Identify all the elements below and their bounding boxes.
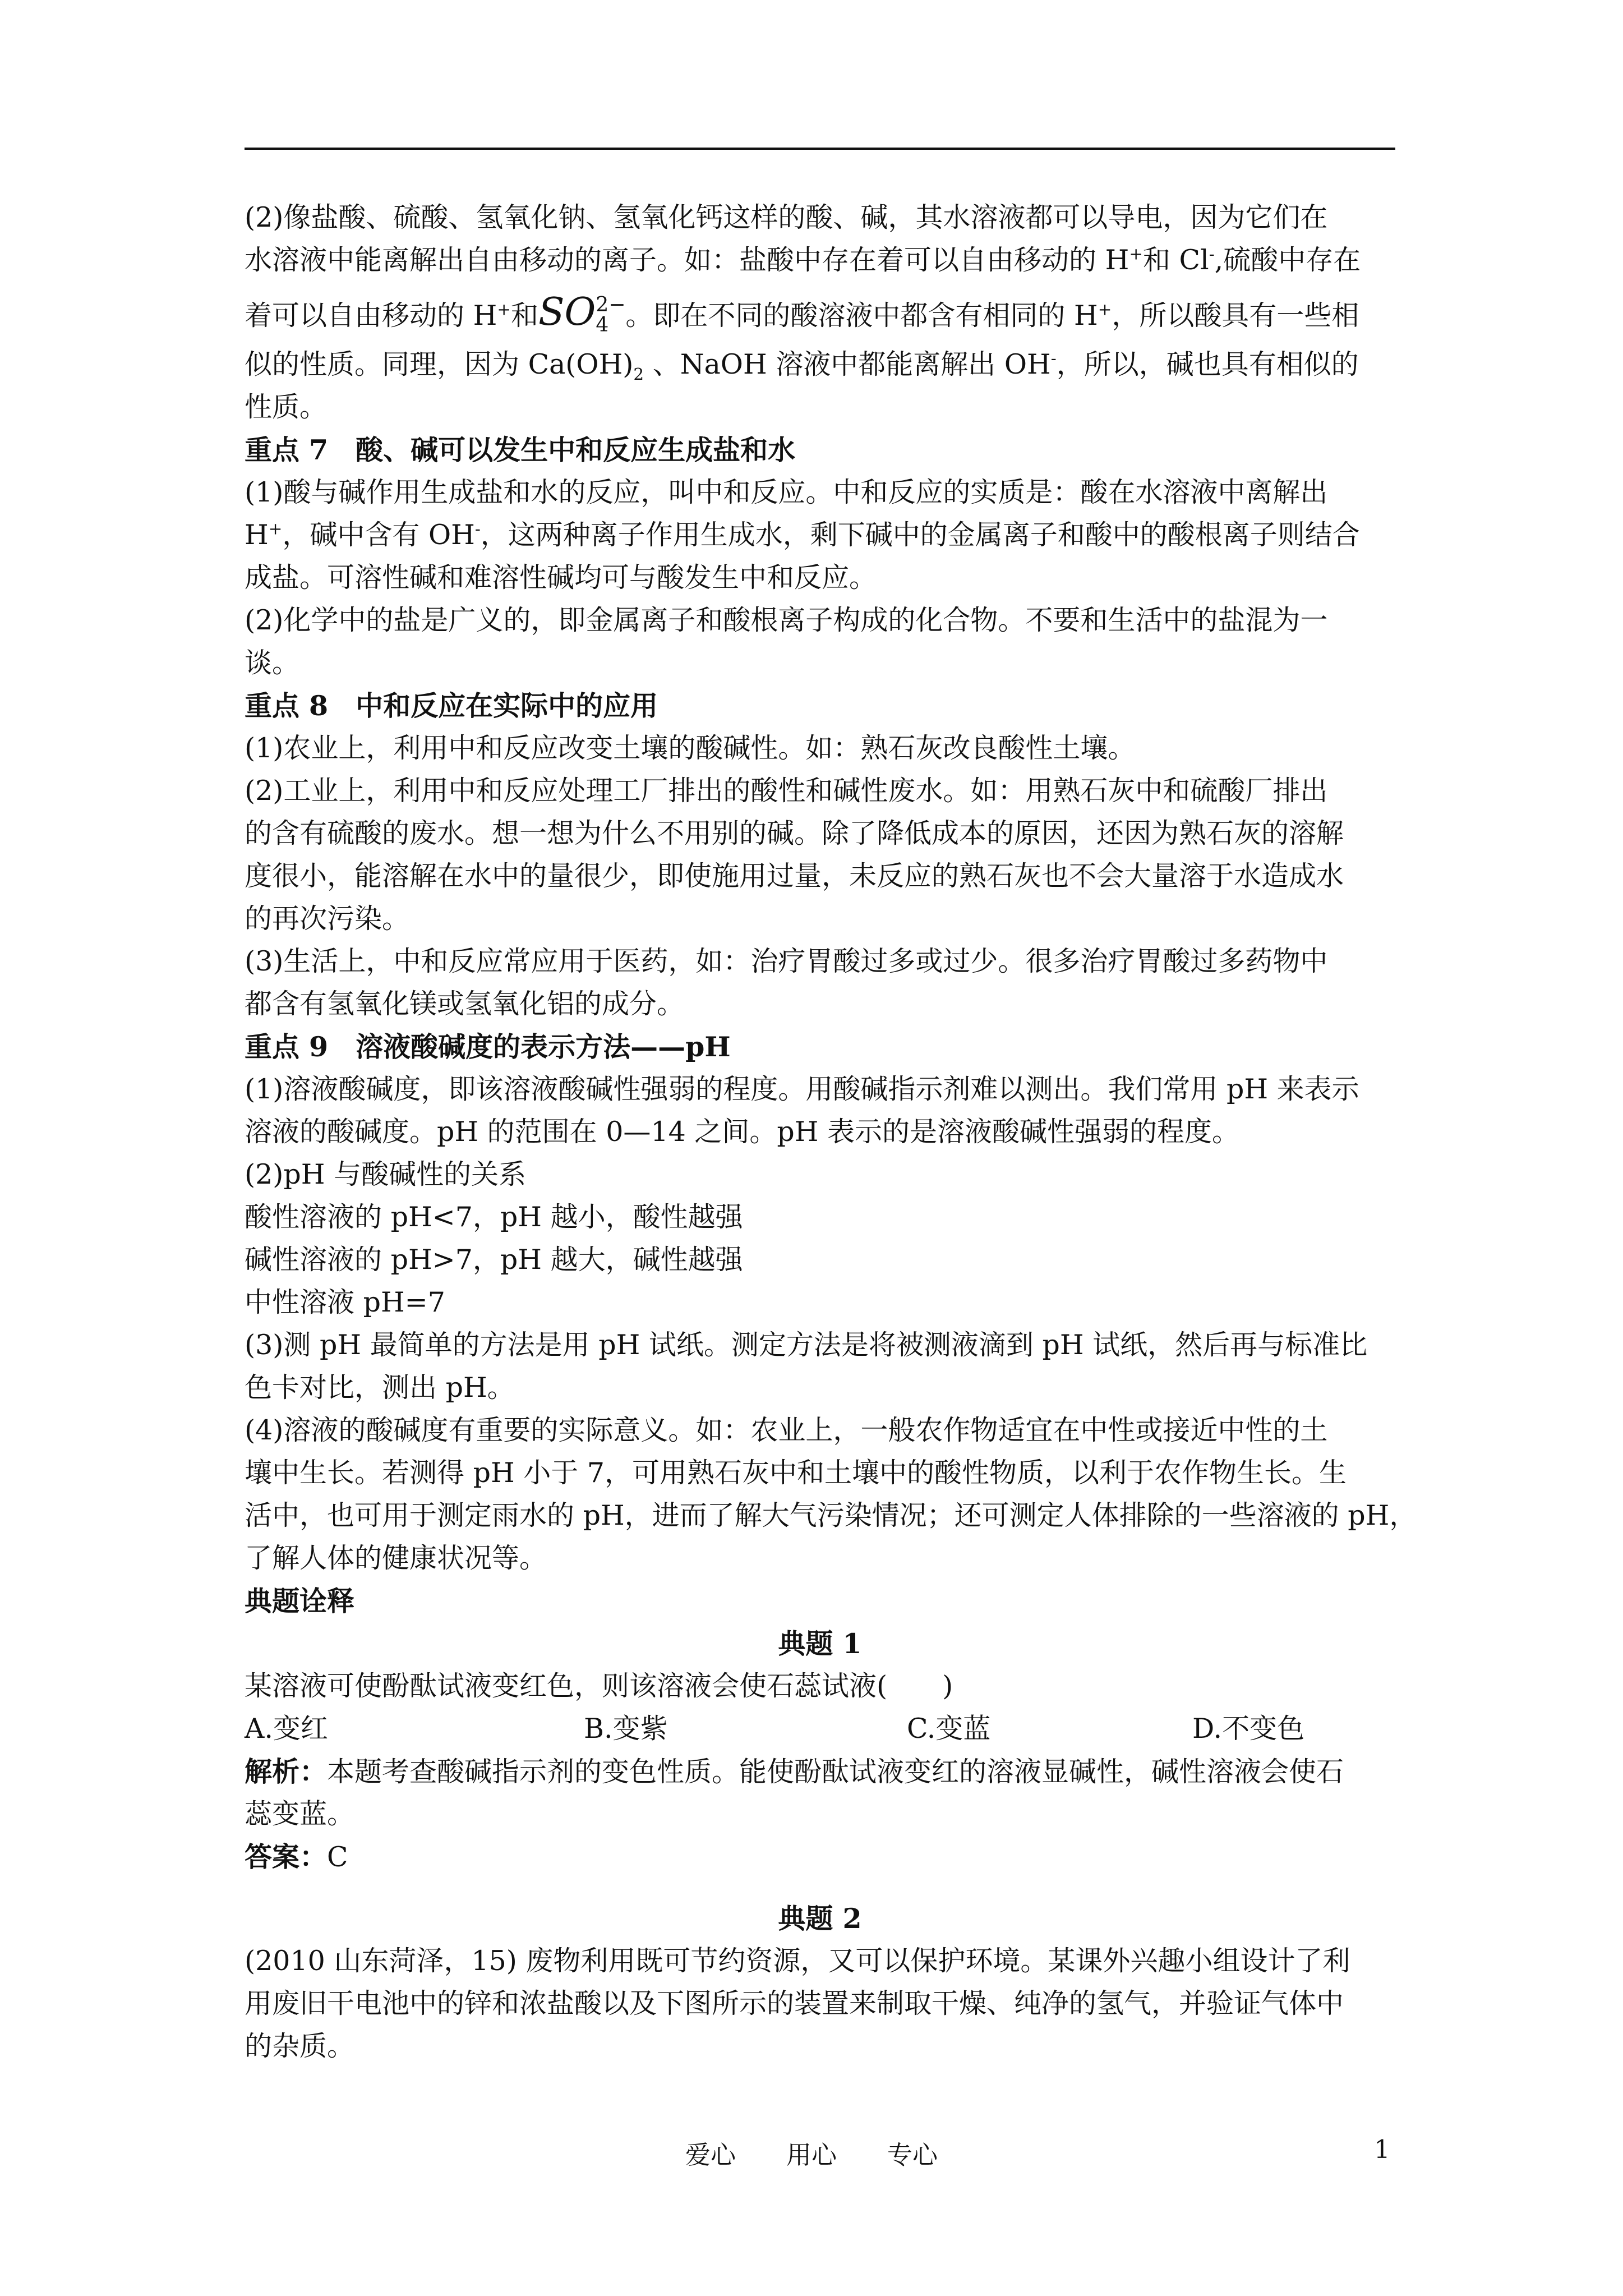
superscript: + [497, 300, 511, 319]
paragraph-line: (1)农业上，利用中和反应改变土壤的酸碱性。如：熟石灰改良酸性土壤。 [245, 732, 1136, 764]
text: ，碱中含有 OH [282, 519, 475, 551]
paragraph-line: 壤中生长。若测得 pH 小于 7，可用熟石灰中和土壤中的酸性物质，以利于农作物生长。生 [245, 1457, 1347, 1489]
paragraph-line [245, 196, 1395, 239]
paragraph-line: 溶液的酸碱度。pH 的范围在 0—14 之间。pH 表示的是溶液酸碱性强弱的程度。 [245, 1116, 1240, 1148]
text: 和 Cl [1142, 244, 1209, 276]
paragraph-line: 度很小，能溶解在水中的量很少，即使施用过量，未反应的熟石灰也不会大量溶于水造成水 [245, 860, 1344, 892]
footer-motto: 爱心 用心 专心 [685, 2140, 938, 2170]
option-b: B.变紫 [584, 1713, 668, 1745]
section-heading: 重点 7 酸、碱可以发生中和反应生成盐和水 [245, 434, 796, 466]
header-rule [245, 148, 1395, 150]
text: ，所以，碱也具有相似的 [1056, 348, 1359, 380]
question-text: 用废旧干电池中的锌和浓盐酸以及下图所示的装置来制取干燥、纯净的氢气，并验证气体中 [245, 1987, 1344, 2019]
section-heading: 典题诠释 [245, 1585, 355, 1617]
superscript: - [1209, 244, 1215, 264]
text: 和 [510, 300, 538, 332]
paragraph-line: 活中，也可用于测定雨水的 pH，进而了解大气污染情况；还可测定人体排除的一些溶液的 pH， [245, 1499, 1417, 1531]
superscript: + [1098, 300, 1112, 319]
text: 。即在不同的酸溶液中都含有相同的 H [625, 300, 1098, 332]
option-c: C.变蓝 [907, 1713, 991, 1745]
paragraph-line [245, 282, 1395, 343]
superscript: + [268, 519, 283, 539]
paragraph-line [245, 386, 1395, 429]
text: (2)像盐酸、硫酸、氢氧化钠、氢氧化钙这样的酸、碱，其水溶液都可以导电，因为它们在 [245, 201, 1328, 233]
paragraph-line: (1)溶液酸碱度，即该溶液酸碱性强弱的程度。用酸碱指示剂难以测出。我们常用 pH 来表示 [245, 1073, 1359, 1105]
question-stem: 某溶液可使酚酞试液变红色，则该溶液会使石蕊试液( ) [245, 1670, 953, 1702]
paragraph-line: 谈。 [245, 647, 300, 679]
text: 、NaOH 溶液中都能离解出 OH [644, 348, 1051, 380]
answer-label: 答案： [245, 1841, 328, 1873]
option-a: A.变红 [245, 1713, 328, 1745]
formula-base: SO [538, 290, 596, 334]
paragraph-line [245, 471, 1395, 514]
analysis-label: 解析： [245, 1755, 328, 1788]
text: 着可以自由移动的 H [245, 300, 497, 332]
analysis-line: 蕊变蓝。 [245, 1798, 355, 1830]
question-title: 典题 2 [778, 1902, 862, 1935]
paragraph-line: (2)化学中的盐是广义的，即金属离子和酸根离子构成的化合物。不要和生活中的盐混为一 [245, 604, 1328, 636]
superscript: - [474, 519, 481, 539]
paragraph-line: (3)生活上，中和反应常应用于医药，如：治疗胃酸过多或过少。很多治疗胃酸过多药物中 [245, 945, 1328, 977]
paragraph-line: 都含有氢氧化镁或氢氧化铝的成分。 [245, 988, 685, 1020]
text: 本题考查酸碱指示剂的变色性质。能使酚酞试液变红的溶液显碱性，碱性溶液会使石 [327, 1756, 1344, 1788]
text: ，所以酸具有一些相 [1112, 300, 1359, 332]
answer-options [245, 1708, 1395, 1750]
paragraph-line: 的再次污染。 [245, 903, 410, 935]
paragraph-line: (3)测 pH 最简单的方法是用 pH 试纸。测定方法是将被测液滴到 pH 试纸，然后再与标准比 [245, 1329, 1368, 1361]
paragraph-line: 中性溶液 pH=7 [245, 1286, 445, 1318]
formula-subscript: 4 [596, 313, 609, 337]
answer-value: C [327, 1841, 348, 1873]
paragraph-line: 了解人体的健康状况等。 [245, 1542, 547, 1574]
formula-charge: 2− [596, 293, 626, 316]
section-heading: 重点 9 溶液酸碱度的表示方法——pH [245, 1030, 731, 1063]
answer-line [245, 1835, 1395, 1878]
page-number: 1 [1374, 2134, 1390, 2164]
superscript: + [1129, 244, 1143, 264]
sulfate-ion-formula [538, 290, 626, 337]
text: 似的性质。同理，因为 Ca(OH) [245, 348, 634, 380]
text: (1)酸与碱作用生成盐和水的反应，叫中和反应。中和反应的实质是：酸在水溶液中离解出 [245, 476, 1328, 508]
paragraph-line: 色卡对比，测出 pH。 [245, 1372, 515, 1404]
text: H [245, 519, 269, 551]
paragraph-line: 成盐。可溶性碱和难溶性碱均可与酸发生中和反应。 [245, 562, 877, 593]
superscript: - [1050, 348, 1057, 368]
text: 性质。 [245, 391, 328, 423]
paragraph-line [245, 514, 1395, 556]
subscript: 2 [633, 364, 644, 384]
paragraph-line [245, 343, 1395, 386]
document-body [245, 196, 1417, 2068]
question-text: 的杂质。 [245, 2030, 355, 2062]
question-title: 典题 1 [778, 1627, 862, 1660]
section-heading: 重点 8 中和反应在实际中的应用 [245, 689, 658, 722]
paragraph-line [245, 239, 1395, 282]
paragraph-line: 的含有硫酸的废水。想一想为什么不用别的碱。除了降低成本的原因，还因为熟石灰的溶解 [245, 817, 1344, 849]
page-footer [0, 2134, 1623, 2174]
option-d: D.不变色 [1192, 1713, 1305, 1745]
analysis-line [245, 1750, 1395, 1793]
text: ，这两种离子作用生成水，剩下碱中的金属离子和酸中的酸根离子则结合 [480, 519, 1360, 551]
paragraph-line: (2)pH 与酸碱性的关系 [245, 1158, 527, 1190]
paragraph-line: 酸性溶液的 pH<7，pH 越小，酸性越强 [245, 1201, 743, 1233]
paragraph-line: (2)工业上，利用中和反应处理工厂排出的酸性和碱性废水。如：用熟石灰中和硫酸厂排出 [245, 775, 1328, 807]
paragraph-line: (4)溶液的酸碱度有重要的实际意义。如：农业上，一般农作物适宜在中性或接近中性的土 [245, 1414, 1328, 1446]
text: 水溶液中能离解出自由移动的离子。如：盐酸中存在着可以自由移动的 H [245, 244, 1129, 276]
paragraph-line: 碱性溶液的 pH>7，pH 越大，碱性越强 [245, 1244, 743, 1276]
text: ,硫酸中存在 [1214, 244, 1361, 276]
question-text: (2010 山东菏泽，15) 废物利用既可节约资源，又可以保护环境。某课外兴趣小组设计了利 [245, 1945, 1350, 1977]
